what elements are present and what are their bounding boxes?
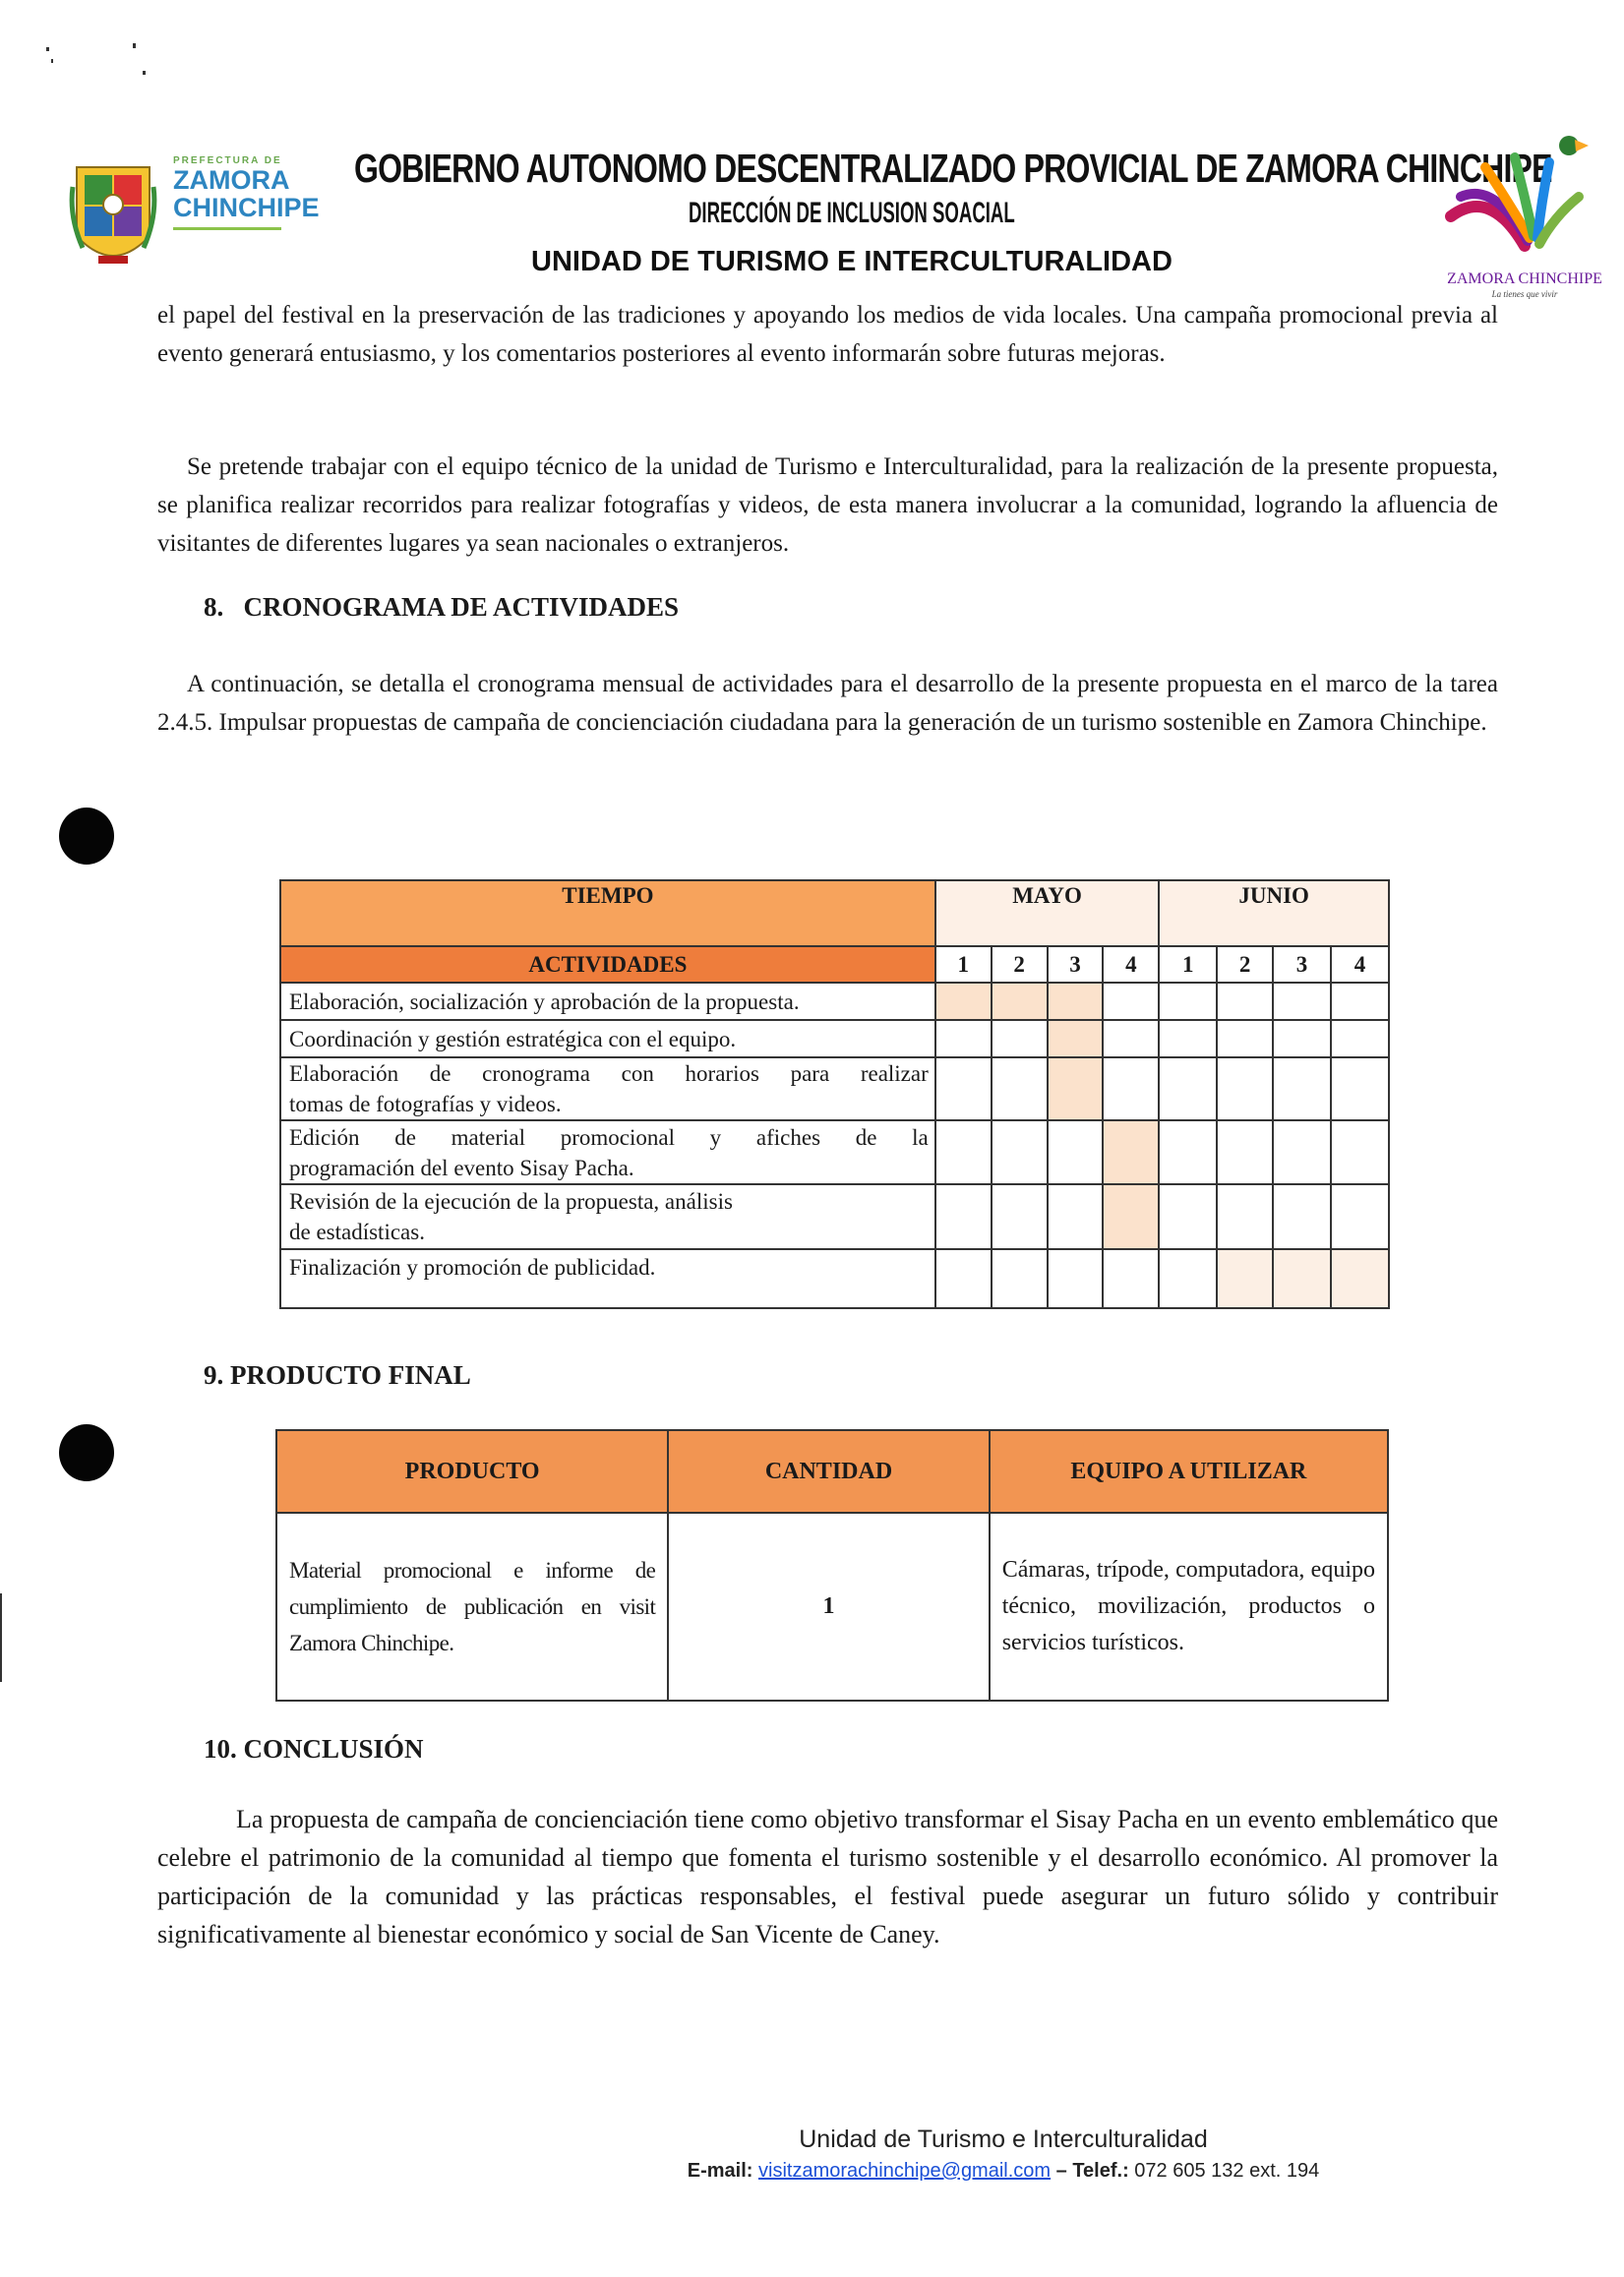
product-equipment: Cámaras, trípode, computadora, equipo técnico, movilización, productos o servicios turísticos. — [990, 1513, 1388, 1701]
activity-label-line1: Edición de material promocional y afiches de la — [289, 1124, 929, 1150]
scan-edge — [0, 1593, 2, 1682]
schedule-cell — [935, 1020, 992, 1057]
schedule-cell — [935, 1184, 992, 1249]
header-month-junio: JUNIO — [1159, 880, 1389, 946]
activity-label: Coordinación y gestión estratégica con el equipo. — [280, 1020, 935, 1057]
product-quantity: 1 — [668, 1513, 989, 1701]
schedule-cell — [1159, 983, 1217, 1020]
schedule-cell — [935, 1249, 992, 1308]
schedule-cell — [1273, 1184, 1331, 1249]
section-8-paragraph: A continuación, se detalla el cronograma mensual de actividades para el desarrollo de la presente propuesta en el marco de la tarea 2.4.5. Impulsar propuestas de campaña de concienciación ciudadana para la generación de un turismo sostenible en Zamora Chinchipe. — [157, 671, 1498, 736]
schedule-cell-active — [1103, 1184, 1159, 1249]
punch-hole-dot — [59, 808, 114, 865]
schedule-cell — [1217, 1184, 1273, 1249]
week-cell: 1 — [1159, 946, 1217, 983]
activity-schedule-table — [279, 879, 1390, 1309]
prefectura-underline — [173, 227, 281, 230]
schedule-cell — [1331, 1057, 1389, 1120]
schedule-cell — [1103, 1020, 1159, 1057]
final-product-table — [275, 1429, 1389, 1702]
product-row — [276, 1513, 1388, 1701]
activity-label — [280, 1120, 935, 1184]
schedule-header-row — [280, 880, 1389, 946]
team-paragraph: Se pretende trabajar con el equipo técnico de la unidad de Turismo e Interculturalidad, para la realización de la presente propuesta, se planifica realizar recorridos para realizar fotografías y videos, de esta manera involucrar a la comunidad, logrando la afluencia de visitantes de diferentes lugares ya sean nacionales o extranjeros. — [157, 453, 1498, 557]
activity-label-line2: programación del evento Sisay Pacha. — [289, 1155, 634, 1180]
activity-label-line2: de estadísticas. — [289, 1220, 425, 1244]
schedule-cell — [1103, 1057, 1159, 1120]
section-8-heading: 8. CRONOGRAMA DE ACTIVIDADES — [204, 592, 680, 622]
schedule-cell — [1273, 1057, 1331, 1120]
schedule-row — [280, 1057, 1389, 1120]
schedule-row — [280, 983, 1389, 1020]
week-cell: 2 — [1217, 946, 1273, 983]
schedule-cell — [1331, 1120, 1389, 1184]
section-9-heading: 9. PRODUCTO FINAL — [204, 1360, 471, 1390]
schedule-row — [280, 1184, 1389, 1249]
prefectura-crest-logo — [69, 157, 157, 280]
activity-label-line1: Revisión de la ejecución de la propuesta, análisis — [289, 1189, 733, 1214]
schedule-cell — [1273, 1120, 1331, 1184]
schedule-cell-active — [935, 983, 992, 1020]
schedule-cell — [1331, 1184, 1389, 1249]
schedule-cell — [1331, 1020, 1389, 1057]
schedule-cell — [992, 1057, 1048, 1120]
schedule-cell — [1273, 1020, 1331, 1057]
schedule-cell — [992, 1184, 1048, 1249]
header-tiempo: TIEMPO — [280, 880, 935, 946]
schedule-cell — [1048, 1184, 1104, 1249]
conclusion-paragraph: La propuesta de campaña de concienciación tiene como objetivo transformar el Sisay Pacha en un evento emblemático que celebre el patrimonio de la comunidad al tiempo que fomenta el turismo sostenible y el desarrollo económico. Al promover la participación de la comunidad y las prácticas responsables, el festival puede asegurar un futuro sólido y contribuir significativamente al bienestar económico y social de San Vicente de Caney. — [157, 1805, 1498, 1948]
product-description: Material promocional e informe de cumplimiento de publicación en visit Zamora Chinchipe. — [276, 1513, 668, 1701]
schedule-row — [280, 1020, 1389, 1057]
footer-phone-label: – Telef.: — [1055, 2160, 1129, 2182]
schedule-cell — [1217, 1120, 1273, 1184]
prefectura-wordmark — [173, 155, 340, 230]
schedule-cell — [1159, 1184, 1217, 1249]
schedule-cell — [1048, 1120, 1104, 1184]
footer-unit: Unidad de Turismo e Interculturalidad — [799, 2126, 1208, 2153]
prefectura-name-line1: ZAMORA — [173, 165, 290, 195]
schedule-cell — [935, 1120, 992, 1184]
punch-hole-dot — [59, 1424, 114, 1481]
week-cell: 4 — [1331, 946, 1389, 983]
schedule-cell — [1159, 1249, 1217, 1308]
scan-speck — [46, 47, 49, 51]
header-cantidad: CANTIDAD — [668, 1430, 989, 1513]
footer-phone: 072 605 132 ext. 194 — [1134, 2160, 1320, 2182]
week-cell: 4 — [1103, 946, 1159, 983]
schedule-cell — [1103, 1249, 1159, 1308]
activity-label — [280, 1057, 935, 1120]
product-header-row — [276, 1430, 1388, 1513]
schedule-row — [280, 1249, 1389, 1308]
week-cell: 2 — [992, 946, 1048, 983]
footer-email-link[interactable]: visitzamorachinchipe@gmail.com — [758, 2160, 1052, 2182]
schedule-row — [280, 1120, 1389, 1184]
header-equipo: EQUIPO A UTILIZAR — [990, 1430, 1388, 1513]
schedule-cell-active — [1048, 1057, 1104, 1120]
schedule-cell — [992, 1249, 1048, 1308]
footer-contact — [0, 2160, 1624, 2183]
brand-tagline: La tienes que vivir — [1491, 289, 1558, 299]
schedule-cell — [935, 1057, 992, 1120]
document-unit: UNIDAD DE TURISMO E INTERCULTURALIDAD — [531, 246, 1173, 277]
week-cell: 3 — [1273, 946, 1331, 983]
schedule-cell-active — [1048, 983, 1104, 1020]
header-actividades: ACTIVIDADES — [280, 946, 935, 983]
prefectura-small-label: PREFECTURA DE — [173, 155, 282, 166]
scan-speck — [143, 71, 146, 75]
schedule-cell — [1217, 1020, 1273, 1057]
activity-label-line2: tomas de fotografías y videos. — [289, 1092, 562, 1116]
schedule-cell — [1217, 1057, 1273, 1120]
schedule-cell-active — [992, 983, 1048, 1020]
schedule-cell — [1159, 1057, 1217, 1120]
document-subtitle: DIRECCIÓN DE INCLUSION SOACIAL — [689, 197, 1015, 229]
prefectura-name-line2: CHINCHIPE — [173, 193, 320, 222]
activity-label: Elaboración, socialización y aprobación de la propuesta. — [280, 983, 935, 1020]
document-title: GOBIERNO AUTONOMO DESCENTRALIZADO PROVICIAL DE ZAMORA CHINCHIPE — [354, 146, 1552, 191]
schedule-cell — [992, 1020, 1048, 1057]
schedule-cell — [1159, 1120, 1217, 1184]
scan-speck — [51, 59, 53, 63]
header-month-mayo: MAYO — [935, 880, 1160, 946]
footer-email-label: E-mail: — [687, 2160, 753, 2182]
schedule-cell-active — [1273, 1249, 1331, 1308]
intro-paragraph: el papel del festival en la preservación de las tradiciones y apoyando los medios de vida locales. Una campaña promocional previa al evento generará entusiasmo, y los comentarios posteriores al evento informarán sobre futuras mejoras. — [157, 302, 1498, 367]
schedule-cell — [992, 1120, 1048, 1184]
activity-label — [280, 1184, 935, 1249]
schedule-cell — [1331, 983, 1389, 1020]
schedule-cell — [1159, 1020, 1217, 1057]
brand-name: ZAMORA CHINCHIPE — [1447, 270, 1602, 287]
schedule-cell-active — [1331, 1249, 1389, 1308]
header-producto: PRODUCTO — [276, 1430, 668, 1513]
schedule-cell-active — [1217, 1249, 1273, 1308]
week-cell: 1 — [935, 946, 992, 983]
schedule-cell-active — [1048, 1020, 1104, 1057]
schedule-cell-active — [1103, 1120, 1159, 1184]
zamora-chinchipe-brand-logo — [1431, 128, 1598, 275]
schedule-cell — [1217, 983, 1273, 1020]
schedule-weeks-row — [280, 946, 1389, 983]
schedule-cell — [1048, 1249, 1104, 1308]
scan-speck — [133, 43, 136, 48]
schedule-cell — [1273, 983, 1331, 1020]
week-cell: 3 — [1048, 946, 1104, 983]
activity-label: Finalización y promoción de publicidad. — [280, 1249, 935, 1308]
schedule-cell — [1103, 983, 1159, 1020]
activity-label-line1: Elaboración de cronograma con horarios para realizar — [289, 1061, 929, 1086]
section-10-heading: 10. CONCLUSIÓN — [204, 1734, 424, 1764]
